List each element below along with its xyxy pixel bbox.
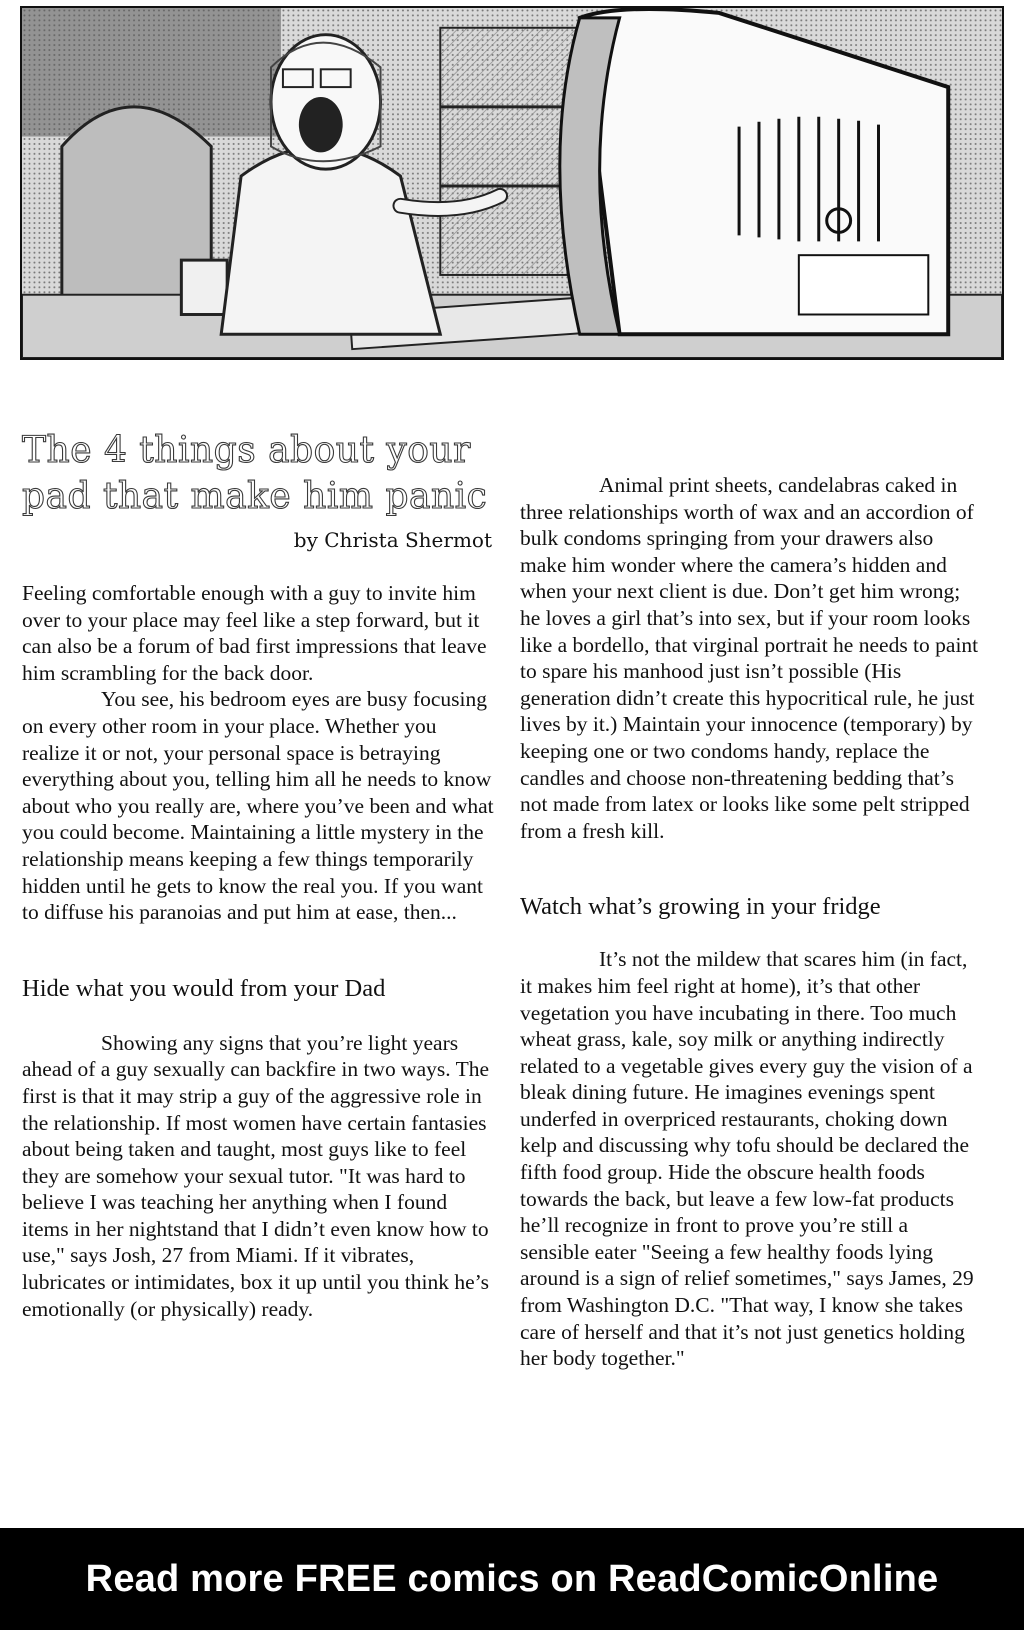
footer-banner-text[interactable]: Read more FREE comics on ReadComicOnline — [85, 1557, 939, 1600]
section-fridge-body: It’s not the mildew that scares him (in fact, it makes him feel right at home), it’s that other vegetation you have incubating in there. Too much wheat grass, kale, soy milk or anything indirectly related to a vegetable gives every guy the vision of a bleak dining future. He imagines evenings spent underfed in overpriced restaurants, choking down kelp and discussing why tofu should be declared the fifth food group. Hide the obscure health foods towards the back, but leave a few low-fat products he’ll recognize in front to prove you’re still a sensible eater "Seeing a few healthy foods lying around is a sign of relief sometimes," says James, 29 from Washington D.C. "That way, I know she takes care of herself and that it’s not just genetics holding her body together." — [520, 947, 974, 1371]
intro-paragraph-2: You see, his bedroom eyes are busy focusing on every other room in your place. Whether you realize it or not, your personal space is betraying everything about you, telling him all he needs to know about who you really are, where you’ve been and what you could become. Maintaining a little mystery in the relationship means keeping a few things temporarily hidden until he gets to know the real you. If you want to diffuse his paranoias and put him at ease, then... — [22, 687, 494, 925]
title-line-2: pad that make him panic — [22, 476, 488, 517]
coffee-mug — [181, 260, 227, 314]
illustration-art — [22, 8, 1002, 358]
article-title — [22, 428, 492, 520]
monitor-label — [799, 255, 928, 314]
byline: by Christa Shermot — [293, 528, 492, 552]
right-column — [520, 472, 980, 1372]
screaming-mouth — [299, 97, 343, 152]
title-line-1: The 4 things about your — [22, 430, 471, 471]
intro-paragraph-1: Feeling comfortable enough with a guy to invite him over to your place may feel like a step forward, but it can also be a forum of bad first impressions that leave him scrambling for the back door. — [22, 581, 487, 685]
footer-banner[interactable] — [0, 1528, 1024, 1630]
left-column — [22, 580, 498, 1322]
section-dad-continued: Animal print sheets, candelabras caked in three relationships worth of wax and an accordion of bulk condoms springing from your drawers also make him wonder where the camera’s hidden and when your next client is due. Don’t get him wrong; he loves a girl that’s into sex, but if your room looks like a bordello, that virginal portrait he needs to paint to spare his manhood just isn’t possible (His generation didn’t create this hypocritical rule, he just lives by it.) Maintain your innocence (temporary) by keeping one or two condoms handy, replace the candles and choose non-threatening bedding that’s not made from latex or looks like some pelt stripped from a fresh kill. — [520, 473, 979, 843]
section-heading-fridge: Watch what’s growing in your fridge — [520, 893, 881, 921]
comic-illustration-panel — [20, 6, 1004, 360]
section-dad-body: Showing any signs that you’re light years ahead of a guy sexually can backfire in two ways. The first is that it may strip a guy of the aggressive role in the relationship. If most women have certain fantasies about being taken and taught, most guys like to feel they are somehow your sexual tutor. "It was hard to believe I was teaching her anything when I found items in her nightstand that I didn’t even know how to use," says Josh, 27 from Miami. If it vibrates, lubricates or intimidates, box it up until you think he’s emotionally (or physically) ready. — [22, 1030, 490, 1321]
section-heading-dad: Hide what you would from your Dad — [22, 974, 386, 1002]
